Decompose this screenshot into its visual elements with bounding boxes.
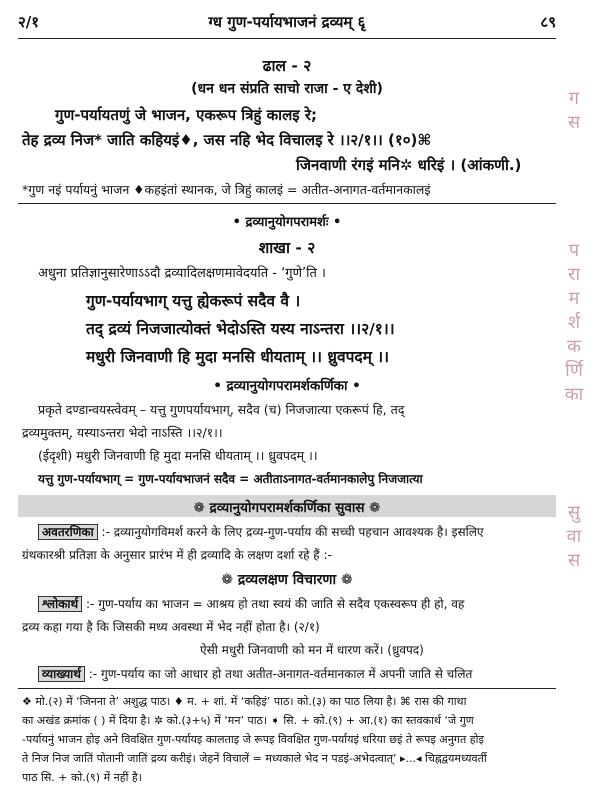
sanskrit-verse-1: गुण-पर्यायभाग् यत्तु ह्येकरूपं सदैव वै । [86, 292, 301, 310]
side-char: म [568, 288, 580, 309]
side-char: ग [568, 88, 580, 109]
side-char: सु [567, 502, 581, 523]
dhal-subtitle: (धन धन संप्रति साचो राजा - ए देशी) [191, 81, 383, 97]
shlokarth-line-3: ऐसी मधुरी जिनवाणी को मन में धारण करें। (ध्रुवपद) [200, 643, 424, 657]
side-char: का [564, 384, 584, 405]
avataranika-label: अवतरणिका [38, 524, 98, 540]
page-section-number: २/१ [18, 13, 40, 31]
verse-line-1: गुण-पर्यायतणुं जे भाजन, एकरूप त्रिहुं कालइ रे; [55, 106, 317, 124]
shlokarth-line-2: द्रव्य कहा गया है कि जिसकी मध्य अवस्था में भेद नहीं होता है। (२/१) [22, 620, 320, 634]
vyakhyarth-label: व्याख्यार्थ [38, 666, 85, 682]
verse-line-2: तेह द्रव्य निज* जाति कहियइं♦, जस नहि भेद विचालइ रे ।।२/१।। (१०)⌘ [22, 131, 432, 149]
side-char: स [567, 112, 581, 133]
page-number: ८९ [540, 13, 556, 31]
karnika-line-1: प्रकृते दण्डान्वयस्त्वेवम् – यत्तु गुणपर्यायभाग्, सदैव (च) निजजात्या एकरूपं हि, तद् [38, 402, 405, 417]
side-char: स [567, 550, 581, 571]
side-margin-label [562, 90, 586, 570]
avataranika-line-1 [38, 523, 484, 540]
avataranika-text-1: :- द्रव्यानुयोगविमर्श करने के लिए द्रव्य-गुण-पर्याय की सच्ची पहचान आवश्यक है। इसलिए [101, 525, 484, 539]
vyakhyarth-line-1 [38, 665, 472, 682]
sanskrit-intro: अधुना प्रतिज्ञानुसारेणाऽऽदौ द्रव्यादिलक्षणमावेदयति - ‘गुणे’ति । [38, 266, 326, 281]
side-char: प [568, 240, 580, 261]
shlokarth-text-1: :- गुण-पर्याय का भाजन = आश्रय हो तथा स्वयं की जाति से सदैव एकस्वरूप ही हो, वह [86, 597, 465, 611]
karnika-line-3: (ईदृशी) मधुरी जिनवाणी हि मुदा मनसि धीयताम् ।। ध्रुवपदम् ।। [38, 448, 318, 463]
sanskrit-verse-3: मधुरी जिनवाणी हि मुदा मनसि धीयताम् ।। ध्रुवपदम् ।। [86, 348, 390, 366]
running-header [18, 10, 556, 36]
shlokarth-label: श्लोकार्थ [38, 596, 82, 612]
verse-line-3: जिनवाणी रंगइं मनि✲ धरिइं । (आंकणी.) [296, 156, 522, 174]
vicharana-heading: ❁ द्रव्यलक्षण विचारणा ❁ [221, 572, 353, 588]
shakha-title: शाखा - २ [258, 239, 316, 257]
suvas-heading: ❁ द्रव्यानुयोगपरामर्शकर्णिका सुवास ❁ [193, 500, 381, 516]
footnote-line-5: पाठ सि. + को.(९) में नहीं है। [22, 771, 142, 784]
side-char: र्श [567, 312, 581, 333]
footnote-rule [18, 688, 556, 689]
karnika-line-4: यत्तु गुण-पर्यायभाग् = गुण-पर्यायभाजनं सदैव = अतीताऽनागत-वर्तमानकालेपु निजजात्या [38, 472, 423, 486]
running-title: ग्ध गुण-पर्यायभाजनं द्रव्यम् ६ृ [208, 13, 366, 31]
sanskrit-verse-2: तद् द्रव्यं निजजात्योक्तं भेदोऽस्ति यस्य नाऽन्तरा ।।२/१।। [86, 320, 395, 338]
section-rule [18, 203, 556, 204]
footnote-line-4: ते निज निज जातिं पोतानी जातिं द्रव्य करीइं। जेहनें विचालें = मध्यकाले भेद न पडइं-अभेदत्वात्’ ▸...◂ चिह्नद्वयमध्यवर्ती [22, 752, 487, 765]
side-char: र्णि [565, 360, 583, 381]
side-char: वा [566, 526, 582, 547]
footnote-line-3: -पर्यायनुं भाजन होइ अने विवक्षित गुण-पर्यायइ कालताइ जे रूपइ विवक्षित गुण-पर्यायइं धरिया छइं ते रूपइ अनुगत होइ [22, 733, 484, 746]
parsh-heading: • द्रव्यानुयोगपरामर्शः • [232, 215, 342, 230]
footnote-line-2: का अखंड क्रमांक ( ) में दिया है। ✲ को.(३+५) में ‘मन’ पाठ। ➧ सि. + को.(९) + आ.(१) का स्तवकार्थ ‘जे गुण [22, 714, 474, 727]
side-char: क [567, 336, 581, 357]
karnika-line-2: द्रव्यमुक्तम्, यस्याऽन्तरा भेदो नाऽस्ति ।।२/१।। [22, 425, 223, 440]
footnote-line-1: ❖ मो.(२) में ‘जिनना ते’ अशुद्ध पाठ। ♦ म. + शां. में ‘कहिइं’ पाठ। को.(३) का पाठ लिया है। ⌘ रास की गाथा [22, 695, 467, 708]
shlokarth-line-1 [38, 595, 464, 612]
header-rule [18, 38, 556, 39]
avataranika-line-2: ग्रंथकारश्री प्रतिज्ञा के अनुसार प्रारंभ में ही द्रव्यादि के लक्षण दर्शा रहे हैं :- [22, 548, 332, 562]
side-char: रा [567, 264, 581, 285]
karnika-heading: • द्रव्यानुयोगपरामर्शकर्णिका • [213, 378, 361, 394]
verse-gloss: *गुण नइं पर्यायनुं भाजन ♦कहइंतां स्थानक, जे त्रिहुं कालइं = अतीत-अनागत-वर्तमानकालइं [22, 182, 431, 197]
vyakhyarth-text-1: :- गुण-पर्याय का जो आधार हो तथा अतीत-अनागत-वर्तमानकाल में अपनी जाति से चलित [88, 667, 473, 681]
dhal-title: ढाल - २ [262, 57, 312, 75]
